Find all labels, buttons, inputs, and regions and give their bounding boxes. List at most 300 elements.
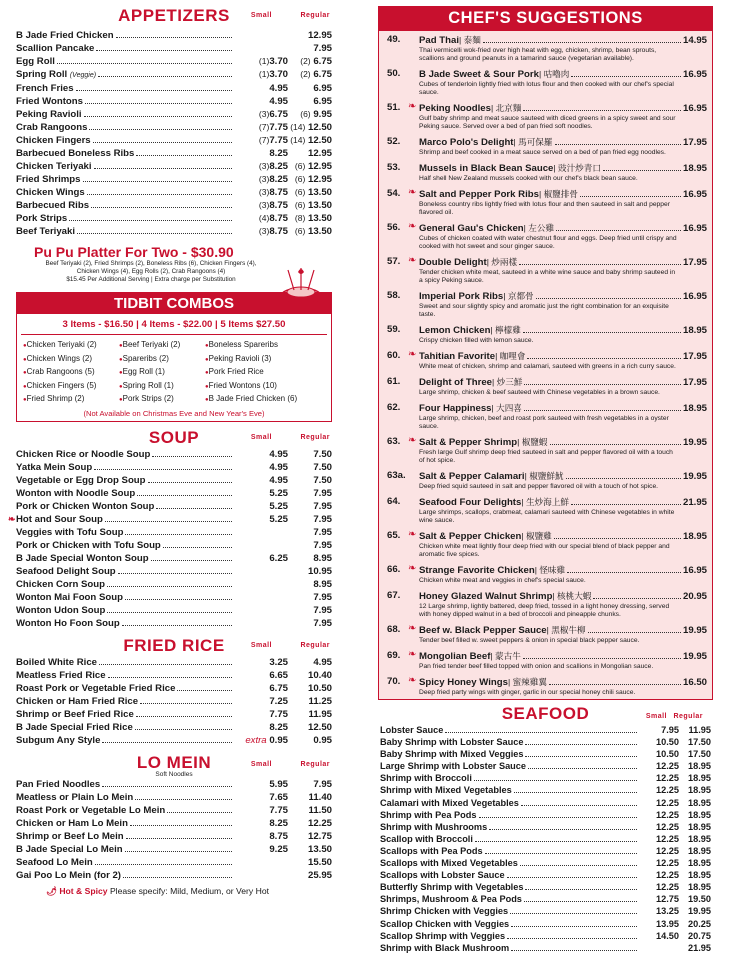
item-description: Large shrimp, chicken, beef and roast pork sauteed with fresh vegetables in a oyster sauce. (419, 415, 669, 430)
regular-price: 7.95 (313, 500, 332, 512)
item-description: Cubes of tenderloin lightly fried with lotus flour and then cooked with our chef's special sauce. (419, 81, 674, 96)
item-name: Pan Fried Noodles (16, 778, 101, 790)
chef-item (379, 621, 712, 647)
item-name: Calamari with Mixed Vegetables (380, 797, 519, 808)
pupu-desc-line: Chicken Wings (4), Egg Rolls (2), Crab Rangoons (4) (76, 268, 226, 275)
small-price: 12.25 (656, 785, 679, 796)
item-name: Seafood Four Delights (419, 497, 522, 508)
regular-price: 18.95 (688, 761, 711, 772)
dot-leader (566, 478, 681, 479)
pupu-platter-icon (276, 262, 326, 310)
menu-item (16, 160, 332, 173)
fried-rice-title: FRIED RICE (123, 635, 225, 655)
regular-price: (14) 12.50 (290, 122, 332, 133)
regular-price: 7.95 (313, 513, 332, 525)
menu-item (8, 513, 332, 526)
menu-item (16, 682, 332, 695)
menu-item (16, 474, 332, 487)
item-name: Peking Ravioli (16, 109, 82, 120)
chef-item (379, 321, 712, 347)
small-qty: (3) (258, 200, 270, 210)
regular-price: 7.95 (313, 487, 332, 499)
menu-item (16, 695, 332, 708)
tidbit-item: ● Pork Strips (2) (119, 393, 205, 407)
item-name: Tahitian Favorite (419, 351, 496, 362)
regular-price: (2) 6.75 (300, 56, 332, 67)
regular-price: 18.95 (688, 845, 711, 856)
appetizers-list (16, 29, 332, 238)
item-price: 18.95 (682, 163, 707, 174)
pepper-icon: ❧ (408, 435, 417, 446)
lo-mein-title: LO MEIN (136, 752, 212, 772)
dot-leader (489, 829, 637, 830)
small-price: 12.75 (656, 894, 679, 905)
dot-leader (83, 181, 232, 182)
item-name: Lobster Sauce (380, 725, 444, 735)
regular-label: Regular (300, 433, 330, 441)
small-label: Small (250, 12, 272, 19)
regular-price: 20.25 (688, 918, 711, 929)
regular-qty: (2) (300, 69, 311, 79)
dot-leader (524, 901, 637, 902)
item-name: Chicken Fingers (16, 135, 91, 146)
dot-leader (122, 625, 232, 626)
menu-item (380, 760, 711, 772)
dot-leader (116, 37, 232, 38)
chef-item-row (419, 496, 707, 509)
dot-leader (85, 103, 232, 104)
item-name: Crab Rangoons (16, 122, 88, 133)
menu-item (380, 809, 711, 821)
item-description: Pan fried tender beef filled topped with onion and scallions in Mongolian sauce. (419, 663, 654, 670)
item-price: 14.95 (682, 35, 707, 46)
menu-item (16, 448, 332, 461)
item-number: 60. (387, 350, 401, 361)
dot-leader (77, 233, 232, 234)
item-name: Spring Roll (Veggie) (16, 69, 97, 80)
regular-price: 8.95 (313, 578, 332, 590)
item-number: 57. (387, 256, 401, 267)
item-name: Salt and Pepper Pork Ribs (419, 189, 539, 200)
item-number: 65. (387, 530, 401, 541)
pupu-platter-title: Pu Pu Platter For Two - $30.90 (34, 244, 234, 260)
item-name: Meatless Fried Rice (16, 669, 106, 681)
item-price: 17.95 (682, 137, 707, 148)
chef-item-row (419, 34, 707, 47)
chef-item (379, 347, 712, 373)
regular-price: 6.95 (313, 83, 332, 94)
dot-leader (136, 155, 232, 156)
dot-leader (156, 508, 232, 509)
menu-item (380, 930, 711, 942)
dot-leader (136, 716, 232, 717)
small-price: (4)8.75 (258, 213, 288, 224)
item-price: 19.95 (682, 651, 707, 662)
item-number: 53. (387, 162, 401, 173)
dot-leader (163, 547, 232, 548)
dot-leader (105, 521, 232, 522)
item-chinese-name: | 黑椒牛柳 (546, 625, 586, 635)
chef-item-row (419, 676, 707, 689)
small-price: (3)8.25 (258, 174, 288, 185)
item-name: French Fries (16, 83, 74, 94)
small-price: 4.95 (269, 474, 288, 486)
regular-qty: (14) (290, 122, 306, 132)
legend-label: Hot & Spicy (59, 885, 108, 896)
tidbit-combos-box (16, 292, 332, 422)
menu-item (380, 893, 711, 905)
small-price: 12.25 (656, 858, 679, 869)
small-price: 8.25 (269, 817, 288, 829)
item-number: 61. (387, 376, 401, 387)
dot-leader (148, 482, 232, 483)
item-name: Wonton Mai Foon Soup (16, 591, 123, 603)
regular-price: 18.95 (688, 870, 711, 881)
menu-item (16, 591, 332, 604)
right-column (378, 6, 713, 954)
menu-item (380, 784, 711, 796)
pepper-icon: ❧ (408, 649, 417, 660)
item-name: B Jade Special Wonton Soup (16, 552, 149, 564)
chef-item (379, 647, 712, 673)
pepper-icon: ❧ (408, 623, 417, 634)
item-price: 16.50 (682, 677, 707, 688)
dot-leader (511, 950, 637, 951)
menu-item (16, 721, 332, 734)
regular-price: (6) 12.95 (294, 174, 332, 185)
menu-item (16, 134, 332, 147)
dot-leader (549, 684, 681, 685)
appetizers-header (16, 6, 332, 26)
regular-price: 11.25 (308, 695, 332, 707)
item-price: 17.95 (682, 351, 707, 362)
chef-item (379, 159, 712, 185)
chef-list (379, 31, 712, 699)
chef-item (379, 99, 712, 133)
dot-leader (151, 560, 232, 561)
tidbit-item: ● Peking Ravioli (3) (205, 353, 325, 367)
tidbit-item: ● Spring Roll (1) (119, 380, 205, 394)
item-chinese-name: | 蜜辣雞翼 (507, 677, 547, 687)
small-qty: (3) (258, 109, 270, 119)
chef-item-row (419, 590, 707, 603)
item-name: Baby Shrimp with Mixed Veggies (380, 749, 524, 760)
lo-mein-header (16, 753, 332, 773)
small-price: 10.50 (656, 737, 679, 748)
dot-leader (140, 703, 232, 704)
item-number: 64. (387, 496, 401, 507)
chef-suggestions-box (378, 6, 713, 700)
regular-price: (2) 6.75 (300, 69, 332, 80)
item-name: Scallops with Mixed Vegetables (380, 858, 518, 869)
chef-item-row (419, 564, 707, 577)
pepper-icon: ❧ (408, 101, 417, 112)
dot-leader (555, 144, 681, 145)
small-price: 12.25 (656, 809, 679, 820)
menu-item (380, 724, 711, 736)
chef-item (379, 253, 712, 287)
small-price: 9.25 (269, 843, 288, 855)
item-price: 16.95 (682, 69, 707, 80)
menu-item (16, 199, 332, 212)
small-price: (3)8.75 (258, 187, 288, 198)
pepper-icon: ❧ (408, 255, 417, 266)
small-price: 13.95 (656, 918, 679, 929)
item-price: 19.95 (682, 625, 707, 636)
item-description: Large shrimps, scallops, crabmeat, calamari sauteed with Chinese vegetables in white wine sauce. (419, 509, 675, 524)
regular-price: 12.95 (307, 30, 332, 41)
item-chinese-name: | 椒鹽排骨 (538, 189, 578, 199)
menu-item (380, 942, 711, 954)
dot-leader (588, 632, 681, 633)
menu-item (380, 821, 711, 833)
dot-leader (528, 768, 637, 769)
menu-item (16, 830, 332, 843)
item-price: 16.95 (682, 103, 707, 114)
item-number: 54. (387, 188, 401, 199)
regular-price: (8) 13.50 (294, 213, 332, 224)
dot-leader (93, 142, 232, 143)
item-name: Shrimp or Beef Fried Rice (16, 708, 134, 720)
item-description: Cubes of chicken coated with water chestnut flour and eggs. Deep fried until crispy and cooked with hot sweet and sour ginger sauce. (419, 235, 677, 250)
regular-qty: (6) (294, 174, 306, 184)
item-name: Shrimp with Pea Pods (380, 809, 477, 820)
menu-item (16, 669, 332, 682)
menu-item (380, 833, 711, 845)
item-number: 49. (387, 34, 401, 45)
item-chinese-name: | 檸檬雞 (490, 325, 521, 335)
item-price: 16.95 (682, 189, 707, 200)
item-description: Boneless country ribs lightly fried with lotus flour and then sauteed in salt and pepper flavored oil. (419, 201, 670, 216)
spicy-legend (16, 886, 332, 897)
pepper-icon: ❧ (408, 563, 417, 574)
menu-item (16, 186, 332, 199)
item-name: Large Shrimp with Lobster Sauce (380, 761, 527, 772)
dot-leader (524, 410, 681, 411)
item-name: Pork or Chicken Wonton Soup (16, 500, 155, 512)
tidbit-item: ● Fried Shrimp (2) (23, 393, 119, 407)
item-chinese-name: | 咖哩會 (495, 351, 526, 361)
small-price: (3)8.75 (258, 226, 288, 237)
dot-leader (118, 573, 232, 574)
dot-leader (525, 756, 637, 757)
regular-price: 21.95 (688, 942, 711, 953)
item-name: Imperial Pork Ribs (419, 291, 504, 302)
regular-price: 18.95 (688, 785, 711, 796)
chef-item (379, 587, 712, 621)
regular-price: 19.95 (688, 906, 711, 917)
soup-list (8, 448, 332, 630)
dot-leader (91, 207, 232, 208)
small-price: (3)6.75 (258, 109, 288, 120)
item-name: B Jade Special Fried Rice (16, 721, 133, 733)
menu-item (380, 736, 711, 748)
item-name: Meatless or Plain Lo Mein (16, 791, 134, 803)
menu-item (380, 905, 711, 917)
dot-leader (550, 444, 681, 445)
regular-price: 17.50 (688, 737, 711, 748)
item-number: 62. (387, 402, 401, 413)
dot-leader (125, 534, 232, 535)
item-name: Chicken Wings (16, 187, 85, 198)
menu-item (16, 42, 332, 55)
pepper-icon: ❧ (408, 349, 417, 360)
dot-leader (525, 744, 637, 745)
small-label: Small (645, 713, 667, 720)
item-name: General Gau's Chicken (419, 223, 524, 234)
item-description: Deep fried party wings with ginger, garlic in our special honey chili sauce. (419, 689, 636, 696)
menu-item (16, 68, 332, 82)
tidbit-item: ● Boneless Spareribs (205, 339, 325, 353)
item-chinese-name: | 京都骨 (503, 291, 534, 301)
item-name: Butterfly Shrimp with Vegetables (380, 882, 524, 893)
item-chinese-name: | 大四喜 (491, 403, 522, 413)
dot-leader (69, 220, 232, 221)
chef-item-row (419, 624, 707, 637)
dot-leader (94, 168, 232, 169)
item-price: 21.95 (682, 497, 707, 508)
menu-item (16, 121, 332, 134)
dot-leader (57, 63, 232, 64)
item-number: 63a. (387, 470, 406, 481)
small-qty: (1) (258, 69, 270, 79)
item-name: Pad Thai (419, 35, 459, 46)
item-number: 66. (387, 564, 401, 575)
small-qty: (4) (258, 213, 270, 223)
item-name: Egg Roll (16, 56, 55, 67)
item-name: Fried Wontons (16, 96, 83, 107)
menu-item (16, 791, 332, 804)
menu-item (380, 845, 711, 857)
item-name: Chicken Corn Soup (16, 578, 106, 590)
menu-item (380, 857, 711, 869)
regular-qty: (8) (294, 213, 306, 223)
small-price: 12.25 (656, 821, 679, 832)
regular-price: 12.25 (307, 817, 332, 829)
item-name: Chicken or Ham Fried Rice (16, 695, 139, 707)
menu-item (380, 869, 711, 881)
menu-item (16, 487, 332, 500)
regular-price: 11.95 (308, 708, 332, 720)
tidbit-item: ● Fried Wontons (10) (205, 380, 325, 394)
chef-item (379, 433, 712, 467)
item-name: Peking Noodles (419, 103, 491, 114)
soup-title: SOUP (148, 427, 200, 447)
dot-leader (102, 742, 232, 743)
small-qty: (7) (258, 122, 270, 132)
menu-item (16, 526, 332, 539)
small-price: (3)8.75 (258, 200, 288, 211)
regular-price: 4.95 (313, 656, 332, 668)
chef-item (379, 467, 712, 493)
regular-price: (14) 12.50 (290, 135, 332, 146)
menu-item (16, 212, 332, 225)
item-price: 19.95 (682, 471, 707, 482)
menu-item (380, 797, 711, 809)
chef-item-row (419, 350, 707, 363)
regular-price: 7.50 (313, 448, 332, 460)
chef-item-row (419, 376, 707, 389)
item-name: Barbecued Ribs (16, 200, 90, 211)
small-price: 6.65 (269, 669, 288, 681)
menu-item (16, 617, 332, 630)
dot-leader (94, 469, 232, 470)
dot-leader (510, 913, 637, 914)
dot-leader (130, 825, 232, 826)
regular-price: (6) 9.95 (300, 109, 332, 120)
chef-item-row (419, 530, 707, 543)
item-description: Chicken white meat and veggies in chef's special sauce. (419, 577, 586, 584)
dot-leader (167, 812, 232, 813)
dot-leader (95, 864, 232, 865)
regular-price: 7.95 (313, 604, 332, 616)
small-price: 14.50 (656, 930, 679, 941)
chef-item (379, 493, 712, 527)
chef-item-row (419, 470, 707, 483)
item-name: Seafood Lo Mein (16, 856, 93, 868)
chef-item-row (419, 402, 707, 415)
menu-item (16, 82, 332, 95)
item-number: 51. (387, 102, 401, 113)
small-price: 12.25 (656, 870, 679, 881)
item-name: Double Delight (419, 257, 487, 268)
item-chinese-name: | 左公雞 (523, 223, 555, 233)
item-name: Vegetable or Egg Drop Soup (16, 474, 146, 486)
dot-leader (126, 838, 232, 839)
regular-price: 18.95 (688, 833, 711, 844)
item-description: Sweet and sour slightly spicy and aromatic just the right combination for an exquisite taste. (419, 303, 669, 318)
chef-item (379, 561, 712, 587)
chef-item-row (419, 136, 707, 149)
small-label: Small (250, 641, 272, 649)
dot-leader (125, 599, 232, 600)
item-number: 56. (387, 222, 401, 233)
item-name: Beef Teriyaki (16, 226, 76, 237)
item-name: Chicken Teriyaki (16, 161, 92, 172)
item-price: 16.95 (682, 223, 707, 234)
item-name: Roast Pork or Vegetable Fried Rice (16, 682, 176, 694)
dot-leader (519, 264, 681, 265)
item-name: Wonton with Noodle Soup (16, 487, 136, 499)
regular-price: 18.95 (688, 821, 711, 832)
menu-item (16, 843, 332, 856)
chef-item (379, 373, 712, 399)
chef-item-row (419, 222, 707, 235)
small-price: (7)7.75 (258, 135, 288, 146)
item-number: 67. (387, 590, 401, 601)
chef-item (379, 219, 712, 253)
dot-leader (520, 865, 637, 866)
item-name: Mongolian Beef (419, 651, 491, 662)
regular-qty: (6) (294, 226, 306, 236)
item-number: 59. (387, 324, 401, 335)
regular-qty: (6) (294, 161, 306, 171)
item-name: Gai Poo Lo Mein (for 2) (16, 869, 121, 881)
menu-item (16, 565, 332, 578)
chef-item (379, 185, 712, 219)
dot-leader (514, 792, 637, 793)
dot-leader (525, 889, 637, 890)
small-label: Small (250, 433, 272, 441)
small-price: 5.25 (269, 513, 288, 525)
item-name: Roast Pork or Vegetable Lo Mein (16, 804, 166, 816)
regular-price: 11.95 (688, 725, 711, 735)
item-name: Chicken Rice or Noodle Soup (16, 448, 151, 460)
tidbit-item: ● B Jade Fried Chicken (6) (205, 393, 325, 407)
dot-leader (107, 586, 232, 587)
item-name: Chicken or Ham Lo Mein (16, 817, 128, 829)
small-price: extra 0.95 (245, 734, 288, 746)
